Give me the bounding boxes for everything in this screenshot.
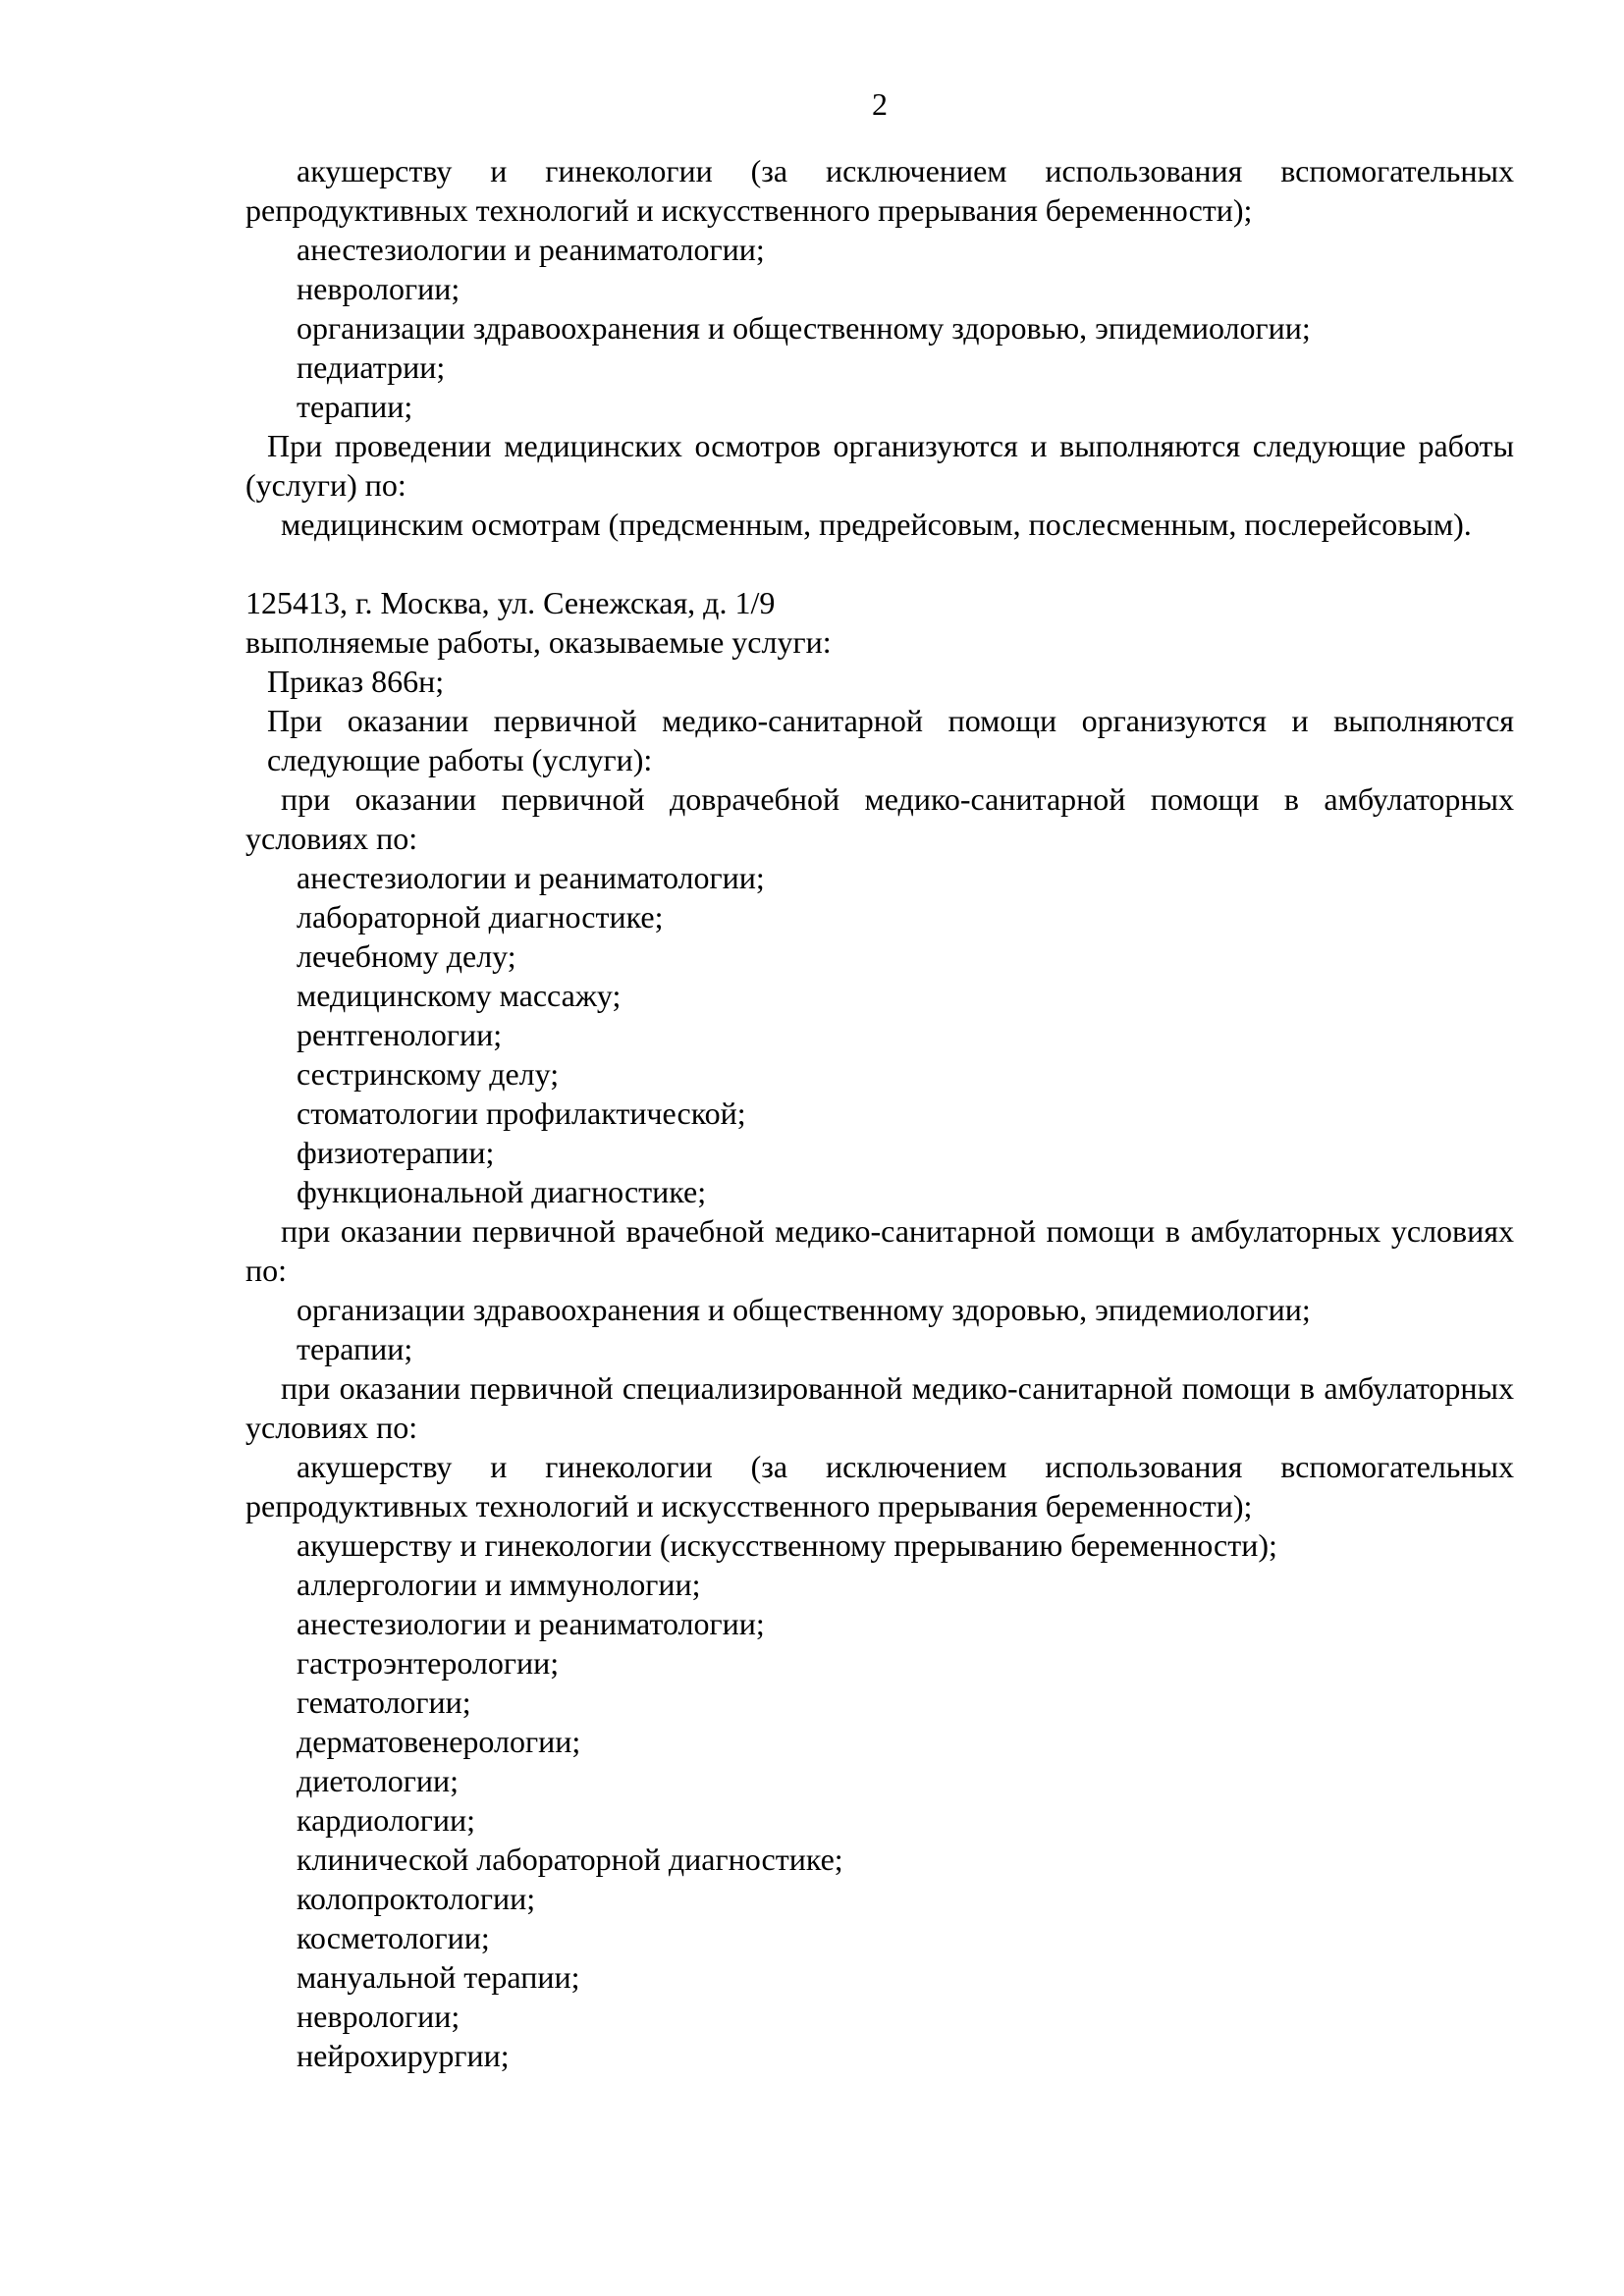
list-item: нейрохирургии; — [297, 2038, 510, 2073]
paragraph: выполняемые работы, оказываемые услуги: — [245, 624, 832, 660]
list-item: медицинскому массажу; — [297, 978, 622, 1013]
paragraph: акушерству и гинекологии (за исключением использования вспомогательных репродуктивных технологий и искусственного прерывания беременности); — [245, 153, 1514, 228]
list-item: неврологии; — [297, 271, 460, 306]
list-item: сестринскому делу; — [297, 1056, 560, 1092]
list-item: терапии; — [297, 389, 413, 424]
paragraph: медицинским осмотрам (предсменным, предрейсовым, послесменным, послерейсовым). — [281, 507, 1472, 542]
list-item: педиатрии; — [297, 349, 446, 385]
page-number: 2 — [872, 86, 888, 122]
list-item: анестезиологии и реаниматологии; — [297, 232, 765, 267]
paragraph: при оказании первичной доврачебной медико-санитарной помощи в амбулаторных условиях по: — [245, 781, 1514, 856]
address-line: 125413, г. Москва, ул. Сенежская, д. 1/9 — [245, 585, 776, 620]
list-item: анестезиологии и реаниматологии; — [297, 1606, 765, 1641]
list-item: функциональной диагностике; — [297, 1174, 707, 1209]
list-item: лабораторной диагностике; — [297, 899, 664, 934]
list-item: гематологии; — [297, 1684, 471, 1720]
list-item: кардиологии; — [297, 1802, 476, 1838]
list-item: гастроэнтерологии; — [297, 1645, 560, 1681]
paragraph: при оказании первичной врачебной медико-санитарной помощи в амбулаторных условиях по: — [245, 1213, 1514, 1288]
list-item: клинической лабораторной диагностике; — [297, 1842, 843, 1877]
list-item: рентгенологии; — [297, 1017, 503, 1052]
paragraph: акушерству и гинекологии (за исключением использования вспомогательных репродуктивных технологий и искусственного прерывания беременности); — [245, 1449, 1514, 1523]
list-item: диетологии; — [297, 1763, 459, 1798]
list-item: лечебному делу; — [297, 938, 516, 974]
list-item: неврологии; — [297, 1999, 460, 2034]
paragraph: При оказании первичной медико-санитарной помощи организуются и выполняются следующие работы (услуги): — [267, 703, 1514, 777]
blank-line — [245, 544, 1514, 583]
list-item: стоматологии профилактической; — [297, 1095, 746, 1131]
list-item: анестезиологии и реаниматологии; — [297, 860, 765, 895]
paragraph: При проведении медицинских осмотров организуются и выполняются следующие работы (услуги) по: — [245, 428, 1514, 503]
list-item: терапии; — [297, 1331, 413, 1366]
list-item: косметологии; — [297, 1920, 490, 1955]
list-item: Приказ 866н; — [267, 664, 445, 699]
list-item: акушерству и гинекологии (искусственному прерыванию беременности); — [297, 1527, 1277, 1563]
paragraph: при оказании первичной специализированной медико-санитарной помощи в амбулаторных условиях по: — [245, 1370, 1514, 1445]
list-item: аллергологии и иммунологии; — [297, 1567, 701, 1602]
document-body — [245, 151, 1514, 2075]
list-item: организации здравоохранения и общественному здоровью, эпидемиологии; — [297, 1292, 1311, 1327]
list-item: физиотерапии; — [297, 1135, 495, 1170]
list-item: колопроктологии; — [297, 1881, 536, 1916]
list-item: дерматовенерологии; — [297, 1724, 581, 1759]
list-item: организации здравоохранения и общественному здоровью, эпидемиологии; — [297, 310, 1311, 346]
list-item: мануальной терапии; — [297, 1959, 580, 1995]
